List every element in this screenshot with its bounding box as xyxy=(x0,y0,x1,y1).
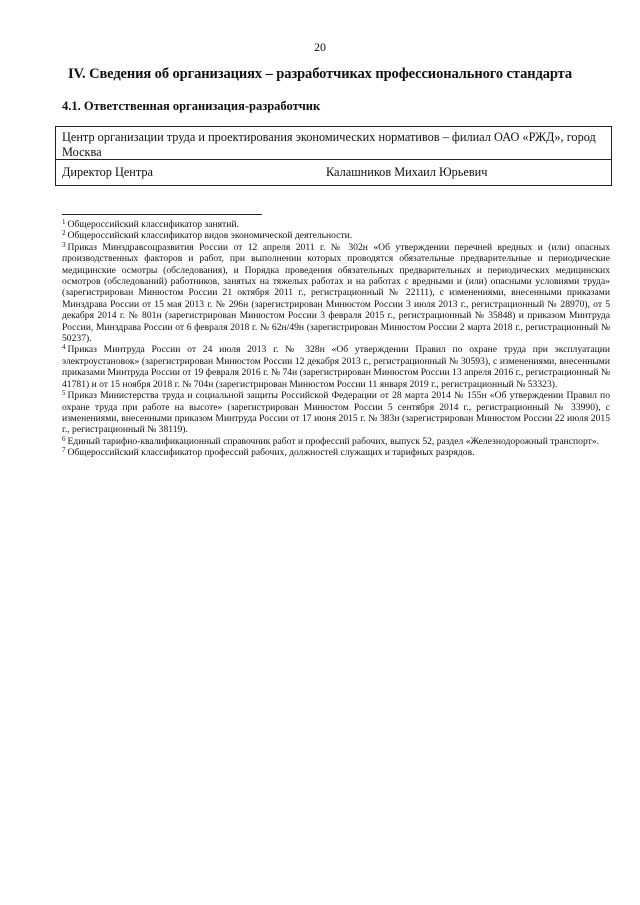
footnote-text: Единый тарифно-квалификационный справочник работ и профессий рабочих, выпуск 52, раздел «Железнодорожный транспорт». xyxy=(67,435,600,447)
footnote-mark: 6 xyxy=(62,434,66,443)
footnote-text: Общероссийский классификатор профессий рабочих, должностей служащих и тарифных разрядов. xyxy=(67,447,475,459)
organization-row xyxy=(56,127,611,160)
footnote-mark: 5 xyxy=(62,389,66,398)
footnote-mark: 2 xyxy=(62,229,66,238)
footnote-7 xyxy=(62,447,610,458)
footnote-text: Приказ Минтруда России от 24 июля 2013 г. № 328н «Об утверждении Правил по охране труда при эксплуатации электроустановок» (зарегистрирован Минюстом России 12 декабря 2013 г., регистрационный № 30593), с изменениями, внесенными приказами Минтруда России от 19 февраля 2016 г. № 74н (зарегистрирован Минюстом России 13 апреля 2016 г., регистрационный № 41781) и от 15 ноября 2018 г. № 704н (зарегистрирован Минюстом России 11 января 2019 г., регистрационный № 53323). xyxy=(62,344,610,390)
organization-name: Центр организации труда и проектирования экономических нормативов – филиал ОАО «РЖД», город Москва xyxy=(62,130,596,159)
footnote-2 xyxy=(62,230,610,241)
footnotes xyxy=(62,219,610,459)
footnote-3 xyxy=(62,242,610,345)
page-number: 20 xyxy=(314,40,326,54)
footnote-divider xyxy=(62,214,262,215)
subsection-title: 4.1. Ответственная организация-разработчик xyxy=(62,99,321,113)
footnote-text: Общероссийский классификатор видов экономической деятельности. xyxy=(67,230,353,242)
footnote-mark: 1 xyxy=(62,218,66,226)
footnote-mark: 4 xyxy=(62,343,66,352)
section-title: IV. Сведения об организациях – разработчиках профессионального стандарта xyxy=(67,66,573,82)
footnote-5 xyxy=(62,390,610,436)
footnote-6 xyxy=(62,436,610,447)
footnote-mark: 3 xyxy=(62,240,66,249)
footnote-mark: 7 xyxy=(62,446,66,455)
footnote-text: Общероссийский классификатор занятий. xyxy=(67,219,239,230)
director-row xyxy=(56,160,611,185)
director-name: Калашников Михаил Юрьевич xyxy=(326,165,488,179)
director-position: Директор Центра xyxy=(62,165,154,179)
footnote-text: Приказ Министерства труда и социальной защиты Российской Федерации от 28 марта 2014 № 155н «Об утверждении Правил по охране труда при работе на высоте» (зарегистрирован Минюстом России 5 сентября 2014 г., регистрационный № 33990), с изменениями, внесенными приказом Минтруда России от 17 июня 2015 г. № 383н (зарегистрирован Минюстом России 22 июля 2015 г., регистрационный № 38119). xyxy=(62,390,610,436)
footnote-4 xyxy=(62,344,610,390)
organization-table xyxy=(55,126,612,186)
footnote-text: Приказ Минздравсоцразвития России от 12 апреля 2011 г. № 302н «Об утверждении перечней вредных и (или) опасных производственных факторов и работ, при выполнении которых проводятся обязательные предварительные и периодические медицинские осмотры (обследования), и Порядка проведения обязательных предварительных и периодических медицинских осмотров (обследований) работников, занятых на тяжелых работах и на работах с вредными и (или) опасными условиями труда» (зарегистрирован Минюстом России 21 октября 2011 г., регистрационный № 22111), с изменениями, внесенными приказами Минздрава России от 15 мая 2013 г. № 296н (зарегистрирован Минюстом России 3 июля 2013 г., регистрационный № 28970), от 5 декабря 2014 г. № 801н (зарегистрирован Минюстом России 3 февраля 2015 г., регистрационный № 35848) и приказом Минтруда России, Минздрава России от 6 февраля 2018 г. № 62н/49н (зарегистрирован Минюстом России 2 марта 2018 г., регистрационный № 50237). xyxy=(62,241,610,345)
footnote-1 xyxy=(62,219,610,230)
